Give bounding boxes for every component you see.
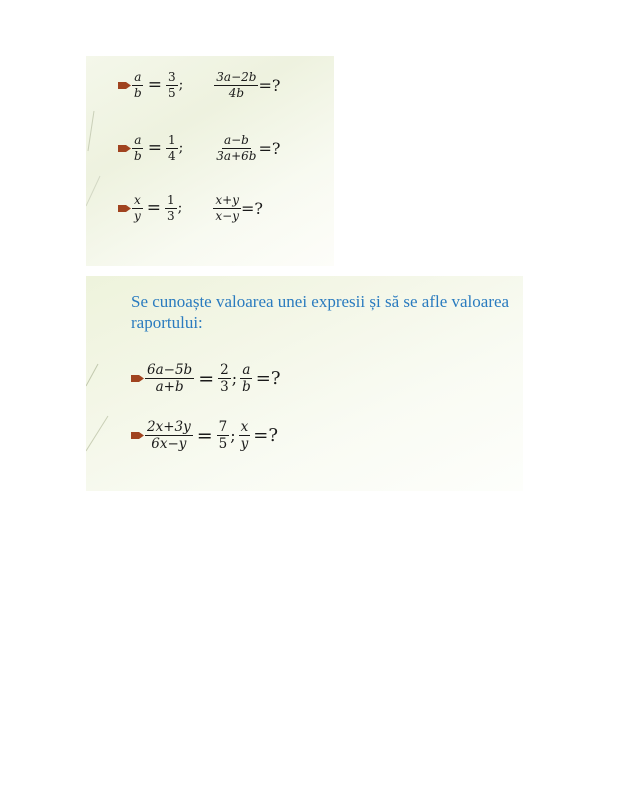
equation-row-1 (131, 363, 280, 394)
equals-sign: = (146, 198, 162, 219)
arrow-bullet-icon (131, 431, 144, 440)
slide-2 (86, 276, 523, 491)
target-fraction: $\frac{3a-2b}{4b}$ (216, 70, 257, 100)
given-fraction: $\frac{x}{y}$ (134, 193, 141, 223)
question-mark: =? (255, 368, 281, 390)
given-fraction: $\frac{a}{b}$ (134, 70, 142, 100)
target-fraction: $\frac{x+y}{x-y}$ (215, 193, 239, 223)
arrow-bullet-icon (131, 374, 144, 383)
target-fraction: $\frac{a-b}{3a+6b}$ (216, 133, 257, 163)
question-mark: =? (258, 75, 281, 95)
slide-heading: Se cunoaște valoarea unei expresii și să se afle valoarea raportului: (131, 292, 510, 332)
arrow-bullet-icon (118, 144, 131, 153)
equals-sign: = (147, 138, 162, 159)
separator: ; (230, 426, 236, 446)
separator: ; (231, 369, 238, 389)
slide-1 (86, 56, 334, 266)
target-fraction: $\frac{a}{b}$ (242, 362, 251, 396)
question-mark: =? (241, 198, 263, 218)
given-value-fraction: $\frac{1}{4}$ (167, 133, 176, 163)
given-fraction: $\frac{a}{b}$ (134, 133, 142, 163)
separator: ; (178, 77, 184, 94)
arrow-bullet-icon (118, 81, 131, 90)
question-mark: =? (258, 138, 281, 158)
separator: ; (178, 140, 184, 157)
target-fraction: $\frac{x}{y}$ (240, 419, 249, 453)
expression-fraction: $\frac{2x+3y}{6x-y}$ (147, 419, 191, 453)
equation-row-3 (118, 194, 263, 222)
given-value-fraction: $\frac{3}{5}$ (167, 70, 176, 100)
equation-row-2 (131, 420, 278, 451)
value-fraction: $\frac{2}{3}$ (220, 362, 229, 396)
question-mark: =? (253, 425, 279, 447)
arrow-bullet-icon (118, 204, 131, 213)
equals-sign: = (198, 367, 215, 390)
separator: ; (177, 200, 183, 217)
equals-sign: = (196, 424, 213, 447)
value-fraction: $\frac{7}{5}$ (218, 419, 228, 453)
given-value-fraction: $\frac{1}{3}$ (167, 193, 175, 223)
equation-row-1 (118, 71, 280, 99)
equation-row-2 (118, 134, 280, 162)
expression-fraction: $\frac{6a-5b}{a+b}$ (147, 362, 193, 396)
equals-sign: = (147, 75, 162, 96)
